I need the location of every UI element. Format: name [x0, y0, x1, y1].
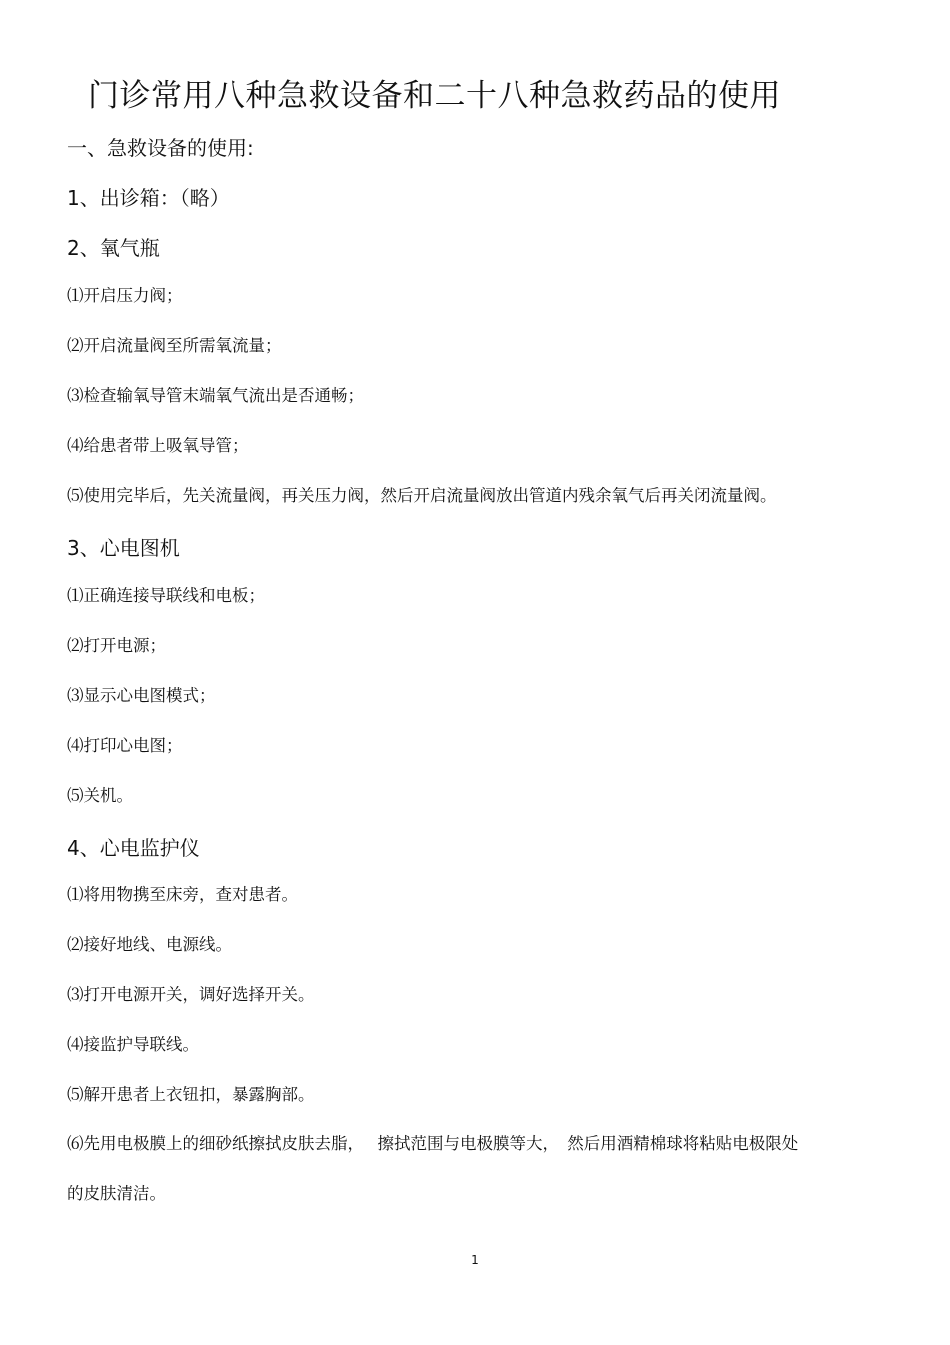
list-item: ⑴正确连接导联线和电板；: [67, 586, 265, 605]
subsection-heading-oxygen-cylinder: 2、氧气瓶: [67, 236, 160, 260]
list-item: ⑷接监护导联线。: [67, 1035, 199, 1054]
section-heading-equipment: 一、急救设备的使用:: [67, 136, 254, 160]
list-item: ⑷给患者带上吸氧导管；: [67, 436, 249, 455]
subsection-heading-ecg-machine: 3、心电图机: [67, 536, 180, 560]
list-item: ⑶打开电源开关，调好选择开关。: [67, 985, 315, 1004]
list-item: ⑵接好地线、电源线。: [67, 935, 232, 954]
list-item: ⑵打开电源；: [67, 636, 166, 655]
list-item: ⑵开启流量阀至所需氧流量；: [67, 336, 282, 355]
subsection-heading-ecg-monitor: 4、心电监护仪: [67, 836, 200, 860]
list-item: ⑶检查输氧导管末端氧气流出是否通畅；: [67, 386, 364, 405]
list-item: ⑸解开患者上衣钮扣，暴露胸部。: [67, 1085, 315, 1104]
list-item: ⑶显示心电图模式；: [67, 686, 216, 705]
list-item: ⑸关机。: [67, 786, 133, 805]
list-item: ⑴将用物携至床旁，查对患者。: [67, 885, 298, 904]
list-item: ⑷打印心电图；: [67, 736, 183, 755]
document-title: 门诊常用八种急救设备和二十八种急救药品的使用: [88, 78, 781, 114]
list-item: ⑸使用完毕后，先关流量阀，再关压力阀，然后开启流量阀放出管道内残余氧气后再关闭流量阀。: [67, 486, 777, 505]
list-item: ⑹先用电极膜上的细砂纸擦拭皮肤去脂， 擦拭范围与电极膜等大， 然后用酒精棉球将粘贴电极限处: [67, 1134, 799, 1153]
page-number: 1: [471, 1253, 479, 1267]
list-item-continuation: 的皮肤清洁。: [67, 1184, 166, 1203]
subsection-heading-medical-kit: 1、出诊箱：（略）: [67, 186, 230, 210]
list-item: ⑴开启压力阀；: [67, 286, 183, 305]
